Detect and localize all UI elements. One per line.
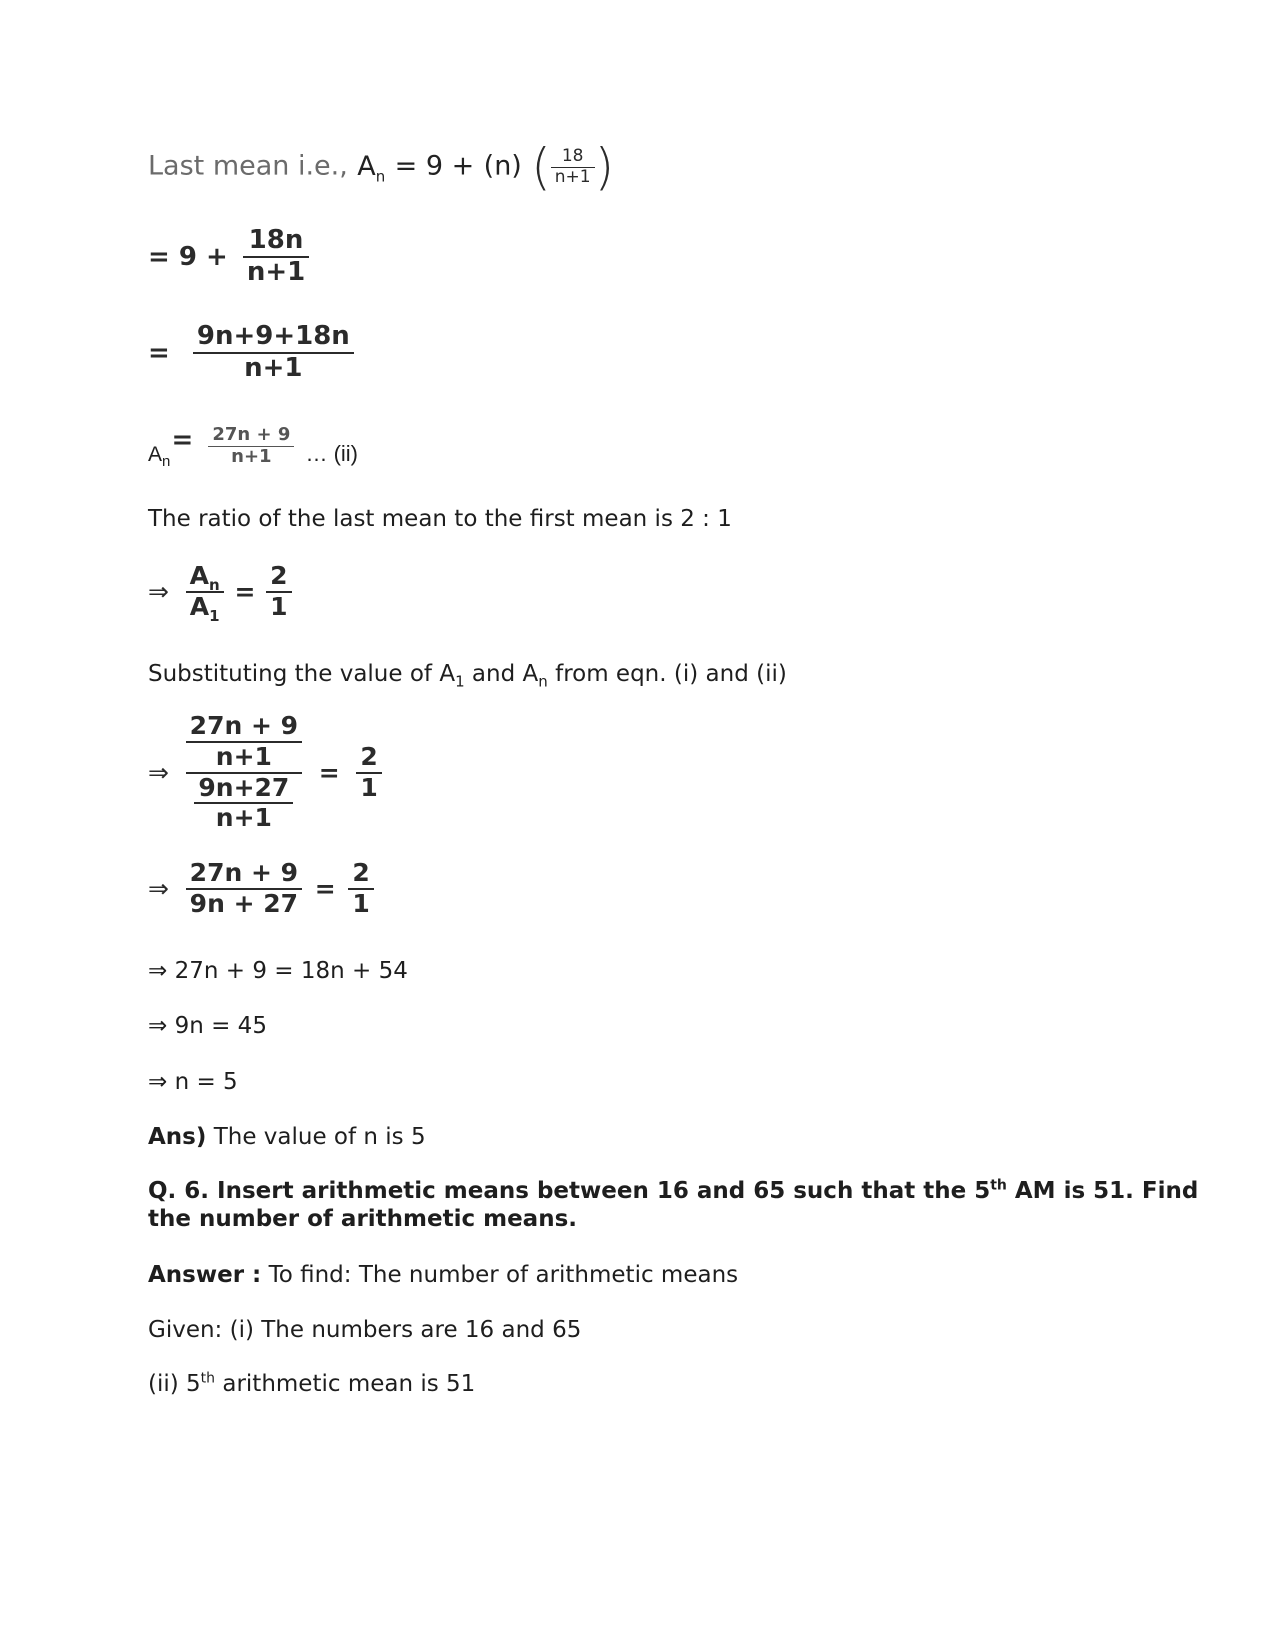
- fraction-2-over-1-b: $\frac{2}{1}$: [356, 743, 381, 803]
- fraction-2-over-1-c: $\frac{2}{1}$: [348, 859, 373, 919]
- answer-label: Answer :: [148, 1262, 262, 1288]
- fraction-18n: $\frac{18n}{n+1}$: [243, 226, 309, 288]
- fraction-27n9-over-n1: $\frac{27n + 9}{n+1}$: [208, 425, 294, 467]
- given-numbers: Given: (i) The numbers are 16 and 65: [148, 1317, 582, 1343]
- n-paren: (n): [483, 150, 522, 182]
- given-fifth-mean: (ii) 5th arithmetic mean is 51: [148, 1370, 476, 1397]
- answer-line: [148, 1124, 426, 1152]
- ans-text: The value of n is 5: [206, 1124, 426, 1150]
- close-paren: ): [594, 138, 615, 196]
- answer-intro: [148, 1262, 738, 1290]
- simplified-ratio-equation: ⇒ $\frac{27n + 9}{9n + 27}$ = $\frac{2}{1}$: [148, 859, 374, 919]
- fraction-9n-9-18n: $\frac{9n+9+18n}{n+1}$: [193, 322, 354, 384]
- step-n-5: ⇒ n = 5: [148, 1069, 238, 1095]
- fraction-an-over-a1: $\frac{A_n}{A_1}$: [186, 562, 224, 622]
- open-paren: (: [531, 138, 551, 196]
- ratio-equation: ⇒ $\frac{A_n}{A_1}$ = $\frac{2}{1}$: [148, 562, 292, 622]
- step-linear-equation: ⇒ 27n + 9 = 18n + 54: [148, 958, 408, 984]
- an-symbol: $A_n$: [357, 150, 386, 185]
- ans-label: Ans): [148, 1124, 207, 1150]
- an-equals: =: [171, 425, 194, 455]
- last-mean-prefix: Last mean i.e.,: [148, 150, 348, 182]
- fraction-18-over-n1: $\frac{18}{n+1}$: [551, 147, 595, 187]
- question-6: Q. 6. Insert arithmetic means between 16 and 65 such that the 5th AM is 51. Find the number of arithmetic means.: [148, 1177, 1199, 1232]
- plus-nine: = 9 +: [394, 150, 475, 182]
- step-9n-45: ⇒ 9n = 45: [148, 1013, 267, 1039]
- step-nine-plus-fraction: = 9 + $\frac{18n}{n+1}$: [148, 226, 309, 288]
- complex-fraction: $\frac{\frac{27n + 9}{n+1}}{\frac{9n+27}{n+1}}$: [186, 712, 302, 833]
- an-result: [148, 424, 358, 471]
- last-mean-formula: [148, 138, 615, 196]
- substitution-statement: Substituting the value of $A_1$ and $A_n$ from eqn. (i) and (ii): [148, 661, 787, 691]
- complex-fraction-equation: ⇒ $\frac{\frac{27n + 9}{n+1}}{\frac{9n+27}{n+1}}$ = $\frac{2}{1}$: [148, 712, 382, 833]
- ratio-statement: The ratio of the last mean to the first mean is 2 : 1: [148, 506, 732, 532]
- an-label: $A_n$: [148, 443, 171, 471]
- answer-text: To find: The number of arithmetic means: [261, 1262, 739, 1288]
- equation-tag-ii: … (ii): [305, 441, 358, 467]
- fraction-2-over-1: $\frac{2}{1}$: [266, 562, 291, 622]
- step-combined-fraction: = $\frac{9n+9+18n}{n+1}$: [148, 322, 354, 384]
- fraction-27n9-over-9n27: $\frac{27n + 9}{9n + 27}$: [186, 859, 302, 919]
